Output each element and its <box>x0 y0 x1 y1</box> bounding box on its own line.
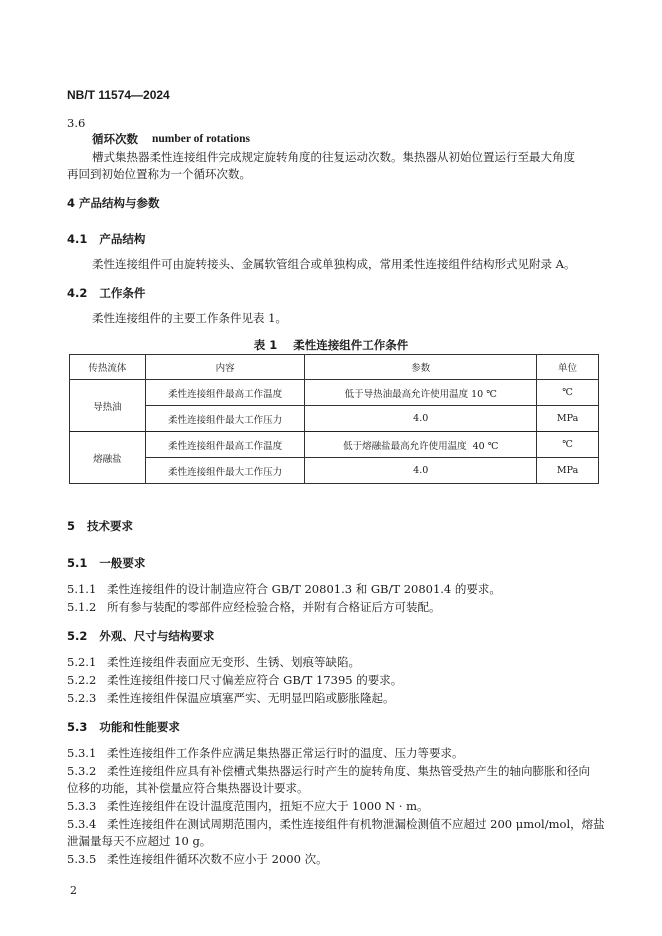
section-5-title: 5 技术要求 <box>67 519 134 533</box>
unit-cell: MPa <box>537 458 599 484</box>
section-5-3-title: 5.3 功能和性能要求 <box>67 720 180 734</box>
table-row <box>70 432 599 458</box>
section-4-1-text: 柔性连接组件可由旋转接头、金属软管组合或单独构成，常用柔性连接组件结构形式见附录 A。 <box>92 257 576 271</box>
table-caption: 表 1 柔性连接组件工作条件 <box>253 338 409 352</box>
clause-number-3-6: 3.6 <box>67 116 86 130</box>
param-cell: 低于导热油最高允许使用温度 10 ℃ <box>305 380 537 406</box>
param-cell: 4.0 <box>305 458 537 484</box>
clause-no: 5.3.5 <box>67 852 97 866</box>
table-header-row <box>70 355 599 380</box>
definition-line-1: 槽式集热器柔性连接组件完成规定旋转角度的往复运动次数。集热器从初始位置运行至最大角度 <box>92 150 575 164</box>
clause-text: 柔性连接组件循环次数不应小于 2000 次。 <box>107 852 328 866</box>
header-content: 内容 <box>145 355 305 380</box>
table-row <box>70 380 599 406</box>
clause-text-line-2: 泄漏量每天不应超过 10 g。 <box>67 834 212 848</box>
section-4-1-title: 4.1 产品结构 <box>67 232 146 246</box>
clause-no: 5.2.1 <box>67 655 97 669</box>
page-number: 2 <box>70 884 77 897</box>
param-cell: 4.0 <box>305 406 537 432</box>
unit-cell: ℃ <box>537 432 599 458</box>
header-param: 参数 <box>305 355 537 380</box>
param-cell: 低于熔融盐最高允许使用温度 40 ℃ <box>305 432 537 458</box>
content-cell: 柔性连接组件最高工作温度 <box>145 380 305 406</box>
clause-no: 5.2.2 <box>67 673 97 687</box>
clause-no: 5.2.3 <box>67 691 97 705</box>
medium-cell: 导热油 <box>70 380 146 432</box>
clause-text-line-2: 位移的功能，其补偿量应符合集热器设计要求。 <box>67 781 309 795</box>
clause-no: 5.3.1 <box>67 746 97 760</box>
unit-cell: MPa <box>537 406 599 432</box>
clause-text: 柔性连接组件表面应无变形、生锈、划痕等缺陷。 <box>107 655 360 669</box>
standard-number: NB/T 11574—2024 <box>67 88 170 102</box>
clause-text: 柔性连接组件的设计制造应符合 GB/T 20801.3 和 GB/T 20801.4 的要求。 <box>107 582 501 596</box>
clause-text-line-1: 柔性连接组件应具有补偿槽式集热器运行时产生的旋转角度、集热管受热产生的轴向膨胀和径向 <box>107 764 590 778</box>
section-5-1-title: 5.1 一般要求 <box>67 556 146 570</box>
table-row <box>70 406 599 432</box>
working-conditions-table <box>69 354 599 484</box>
clause-no: 5.3.4 <box>67 817 97 831</box>
section-4-2-text: 柔性连接组件的主要工作条件见表 1。 <box>92 311 287 325</box>
section-4-2-title: 4.2 工作条件 <box>67 286 146 300</box>
content-cell: 柔性连接组件最高工作温度 <box>145 432 305 458</box>
table-row <box>70 458 599 484</box>
term-en: number of rotations <box>152 133 250 145</box>
section-4-title: 4 产品结构与参数 <box>67 196 160 210</box>
content-cell: 柔性连接组件最大工作压力 <box>145 406 305 432</box>
medium-cell: 熔融盐 <box>70 432 146 484</box>
section-5-2-title: 5.2 外观、尺寸与结构要求 <box>67 629 215 643</box>
clause-text-line-1: 柔性连接组件在测试周期范围内，柔性连接组件有机物泄漏检测值不应超过 200 μmol/mol，熔盐 <box>107 817 605 831</box>
clause-no: 5.3.3 <box>67 799 97 813</box>
clause-no: 5.3.2 <box>67 764 97 778</box>
clause-no: 5.1.2 <box>67 600 97 614</box>
clause-text: 所有参与装配的零部件应经检验合格，并附有合格证后方可装配。 <box>107 600 441 614</box>
definition-line-2: 再回到初始位置称为一个循环次数。 <box>67 167 251 181</box>
clause-text: 柔性连接组件保温应填塞严实、无明显凹陷或膨胀隆起。 <box>107 691 395 705</box>
clause-text: 柔性连接组件工作条件应满足集热器正常运行时的温度、压力等要求。 <box>107 746 464 760</box>
content-cell: 柔性连接组件最大工作压力 <box>145 458 305 484</box>
clause-text: 柔性连接组件在设计温度范围内，扭矩不应大于 1000 N · m。 <box>107 799 429 813</box>
unit-cell: ℃ <box>537 380 599 406</box>
clause-text: 柔性连接组件接口尺寸偏差应符合 GB/T 17395 的要求。 <box>107 673 403 687</box>
term-cn: 循环次数 <box>92 132 138 146</box>
clause-no: 5.1.1 <box>67 582 97 596</box>
header-medium: 传热流体 <box>70 355 146 380</box>
header-unit: 单位 <box>537 355 599 380</box>
